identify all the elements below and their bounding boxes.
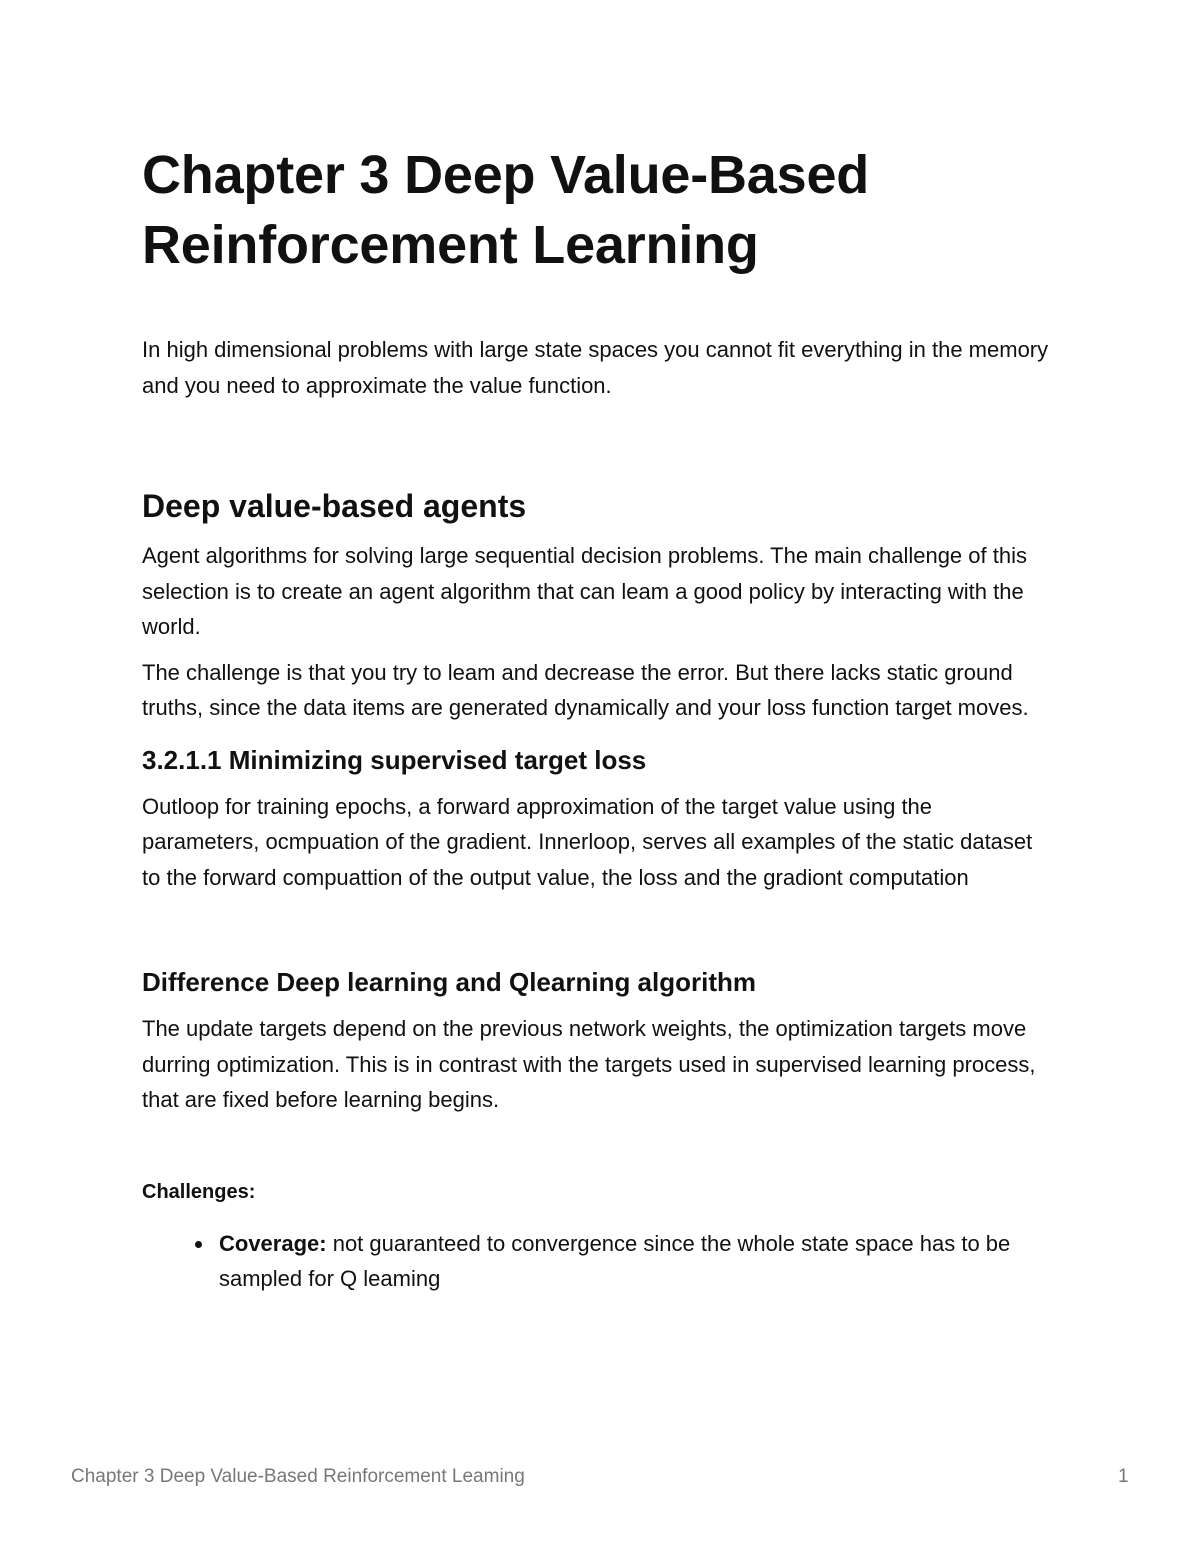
intro-paragraph: In high dimensional problems with large state spaces you cannot fit everything in the memory and you need to approximate the value function. [142,337,1049,398]
challenges-label: Challenges: [142,1180,256,1203]
subsection-heading-difference-dl-ql: Difference Deep learning and Qlearning algorithm [142,967,757,997]
list-item-term: Coverage: [219,1230,327,1256]
footer-title: Chapter 3 Deep Value-Based Reinforcement Leaming [71,1466,525,1487]
bullet-icon [195,1241,202,1248]
list-item [219,1226,1052,1297]
subsection-heading-minimizing-target-loss: 3.2.1.1 Minimizing supervised target loss [142,744,647,775]
document-body [142,140,1052,1297]
section-paragraph: The challenge is that you try to leam and decrease the error. But there lacks static ground truths, since the data items are generated dynamically and your loss function target moves. [142,659,1029,720]
section-paragraph: The update targets depend on the previous network weights, the optimization targets move durring optimization. This is in contrast with the targets used in supervised learning process, that are fixed before learning begins. [142,1016,1036,1112]
page-number: 1 [1118,1466,1129,1487]
page-title: Chapter 3 Deep Value-Based Reinforcement Learning [142,145,870,275]
list-item-text: not guaranteed to convergence since the whole state space has to be sampled for Q leaming [219,1230,1011,1291]
section-paragraph: Agent algorithms for solving large sequential decision problems. The main challenge of this selection is to create an agent algorithm that can leam a good policy by interacting with the world. [142,543,1027,639]
challenges-list [142,1226,1052,1297]
section-paragraph: Outloop for training epochs, a forward approximation of the target value using the parameters, ocmpuation of the gradient. Innerloop, serves all examples of the static dataset to the forward compuattion of the output value, the loss and the gradiont computation [142,793,1033,890]
section-heading-deep-value-based-agents: Deep value-based agents [142,488,527,524]
